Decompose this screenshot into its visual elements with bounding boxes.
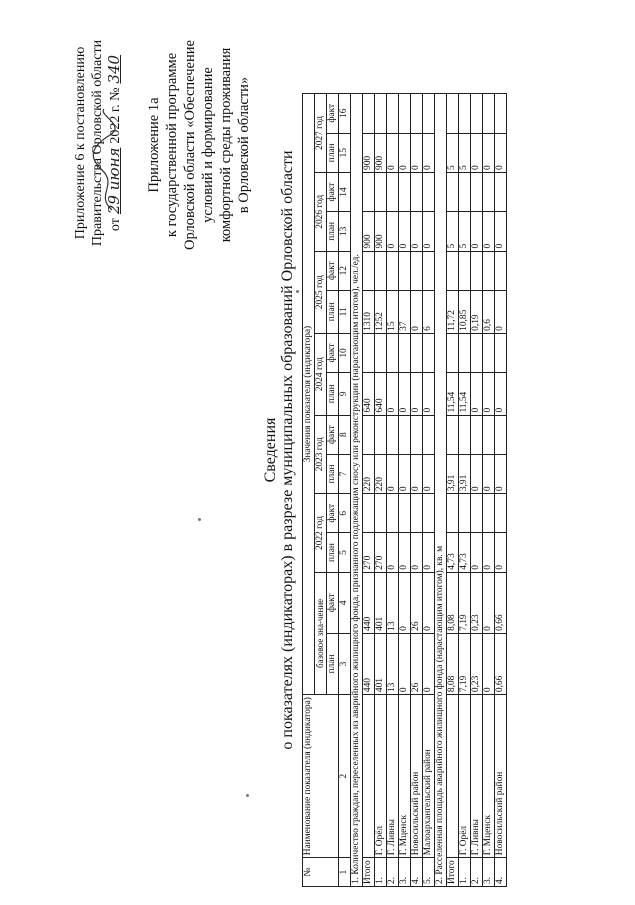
header-row-1 xyxy=(303,94,315,887)
annex-line-3: Орловской области «Обеспечение xyxy=(182,40,198,250)
value-cell: 900 xyxy=(375,133,387,172)
table-row xyxy=(375,94,387,887)
value-cell xyxy=(423,333,435,372)
row-name xyxy=(447,695,459,858)
value-cell: 0 xyxy=(423,533,435,572)
value-cell xyxy=(447,94,459,134)
value-cell: 0 xyxy=(495,212,507,251)
value-cell: 7,19 xyxy=(459,633,471,694)
document-title xyxy=(262,35,296,865)
value-cell: 37 xyxy=(399,290,411,333)
value-cell xyxy=(471,333,483,372)
value-cell: 640 xyxy=(363,373,375,415)
row-number: 3. xyxy=(399,858,411,887)
row-number: 4. xyxy=(411,858,423,887)
column-number: 7 xyxy=(339,454,351,493)
value-cell: 11,54 xyxy=(447,373,459,415)
table-row xyxy=(483,94,495,887)
value-cell xyxy=(423,251,435,290)
column-number: 2 xyxy=(339,695,351,858)
header-year-2027: 2027 год xyxy=(315,94,327,173)
annex-block xyxy=(145,5,253,285)
column-number: 16 xyxy=(339,94,351,134)
decree-line-1: Приложение 6 к постановлению xyxy=(73,46,88,240)
column-number: 6 xyxy=(339,494,351,533)
value-cell: 0 xyxy=(471,533,483,572)
value-cell: 0 xyxy=(483,373,495,415)
value-cell xyxy=(387,494,399,533)
row-name: Малоархангельский район xyxy=(423,695,435,858)
header-row-column-numbers xyxy=(339,94,351,887)
date-year: 2022 г. № xyxy=(108,87,123,144)
section-title: 2. Расселенная площадь аварийного жилищного фонда (нарастающим итогом), кв. м xyxy=(435,94,447,887)
value-cell: 0,6 xyxy=(483,290,495,333)
value-cell: 1252 xyxy=(375,290,387,333)
value-cell: 1310 xyxy=(363,290,375,333)
value-cell xyxy=(471,172,483,211)
value-cell xyxy=(471,94,483,134)
value-cell: 0,19 xyxy=(471,290,483,333)
value-cell xyxy=(483,494,495,533)
row-number: 2. xyxy=(471,858,483,887)
value-cell xyxy=(495,94,507,134)
value-cell xyxy=(483,94,495,134)
value-cell: 900 xyxy=(363,133,375,172)
header-plan: план xyxy=(327,373,339,415)
header-num: № xyxy=(303,858,339,887)
value-cell: 0,23 xyxy=(471,633,483,694)
value-cell xyxy=(471,494,483,533)
value-cell: 900 xyxy=(375,212,387,251)
value-cell: 8,08 xyxy=(447,633,459,694)
column-number: 9 xyxy=(339,373,351,415)
signature-mark xyxy=(90,105,120,215)
table-body xyxy=(303,94,507,887)
value-cell: 0 xyxy=(411,212,423,251)
table-row xyxy=(387,94,399,887)
value-cell: 0 xyxy=(495,133,507,172)
annex-line-4: условий и формирование xyxy=(200,67,216,223)
value-cell: 0 xyxy=(423,212,435,251)
value-cell xyxy=(399,94,411,134)
value-cell xyxy=(399,251,411,290)
row-number: Итого xyxy=(363,858,375,887)
row-number: 2. xyxy=(387,858,399,887)
value-cell xyxy=(459,251,471,290)
value-cell: 0 xyxy=(423,633,435,694)
value-cell: 0 xyxy=(411,373,423,415)
value-cell: 13 xyxy=(387,633,399,694)
scan-speck xyxy=(198,518,201,521)
header-fact: факт xyxy=(327,172,339,211)
row-name: Новосильский район xyxy=(411,695,423,858)
value-cell: 0,23 xyxy=(471,572,483,633)
value-cell xyxy=(423,494,435,533)
header-fact: факт xyxy=(327,494,339,533)
value-cell: 0 xyxy=(399,212,411,251)
header-plan: план xyxy=(327,633,339,694)
value-cell xyxy=(375,333,387,372)
value-cell xyxy=(495,251,507,290)
value-cell xyxy=(387,94,399,134)
value-cell: 0 xyxy=(495,373,507,415)
value-cell: 0 xyxy=(387,454,399,493)
column-number: 11 xyxy=(339,290,351,333)
table-row xyxy=(363,94,375,887)
value-cell: 0 xyxy=(471,454,483,493)
value-cell: 6 xyxy=(423,290,435,333)
value-cell xyxy=(363,251,375,290)
value-cell: 0 xyxy=(423,572,435,633)
date-prefix: от xyxy=(108,218,123,232)
annex-line-6: в Орловской области» xyxy=(236,76,252,214)
value-cell: 4,73 xyxy=(447,533,459,572)
row-number: 5. xyxy=(423,858,435,887)
value-cell: 3,91 xyxy=(459,454,471,493)
value-cell: 0 xyxy=(399,533,411,572)
header-year-2026: 2026 год xyxy=(315,172,327,251)
table-row xyxy=(459,94,471,887)
annex-line-2: к государственной программе xyxy=(164,52,180,238)
column-number: 4 xyxy=(339,572,351,633)
value-cell: 0 xyxy=(387,373,399,415)
value-cell: 0 xyxy=(423,373,435,415)
handwritten-number: 340 xyxy=(105,54,123,84)
value-cell xyxy=(459,415,471,454)
value-cell: 5 xyxy=(447,212,459,251)
value-cell xyxy=(411,94,423,134)
value-cell: 0 xyxy=(423,133,435,172)
scan-speck xyxy=(246,794,249,797)
header-year-2023: 2023 год xyxy=(315,415,327,494)
header-fact: факт xyxy=(327,572,339,633)
value-cell: 13 xyxy=(387,572,399,633)
value-cell xyxy=(459,333,471,372)
section-row xyxy=(435,94,447,887)
value-cell xyxy=(375,172,387,211)
value-cell xyxy=(363,172,375,211)
row-number: 1. xyxy=(459,858,471,887)
header-base: базовое зна-чение xyxy=(315,572,327,694)
value-cell: 0 xyxy=(483,454,495,493)
column-number: 5 xyxy=(339,533,351,572)
value-cell: 401 xyxy=(375,572,387,633)
column-number: 12 xyxy=(339,251,351,290)
row-number: 4. xyxy=(495,858,507,887)
row-number: 3. xyxy=(483,858,495,887)
value-cell xyxy=(387,415,399,454)
row-name: Г. Орёл xyxy=(375,695,387,858)
value-cell xyxy=(387,333,399,372)
value-cell xyxy=(471,415,483,454)
value-cell xyxy=(483,333,495,372)
value-cell xyxy=(411,415,423,454)
value-cell: 270 xyxy=(363,533,375,572)
value-cell: 440 xyxy=(363,633,375,694)
value-cell: 0 xyxy=(411,454,423,493)
value-cell xyxy=(459,494,471,533)
value-cell xyxy=(495,415,507,454)
value-cell: 0 xyxy=(411,133,423,172)
value-cell: 0 xyxy=(495,290,507,333)
value-cell: 0 xyxy=(411,533,423,572)
value-cell: 0 xyxy=(411,290,423,333)
table-row xyxy=(423,94,435,887)
value-cell xyxy=(447,172,459,211)
table-row xyxy=(471,94,483,887)
value-cell xyxy=(495,494,507,533)
row-number: 1. xyxy=(375,858,387,887)
value-cell: 5 xyxy=(459,212,471,251)
value-cell xyxy=(483,172,495,211)
value-cell xyxy=(375,494,387,533)
value-cell: 0 xyxy=(399,133,411,172)
value-cell: 0 xyxy=(399,572,411,633)
value-cell: 5 xyxy=(447,133,459,172)
value-cell xyxy=(399,415,411,454)
title-line-2: о показателях (индикаторах) в разрезе муниципальных образований Орловской области xyxy=(279,150,296,750)
value-cell: 5 xyxy=(459,133,471,172)
value-cell: 0 xyxy=(387,133,399,172)
value-cell: 0 xyxy=(387,212,399,251)
table-row xyxy=(411,94,423,887)
column-number: 13 xyxy=(339,212,351,251)
column-number: 14 xyxy=(339,172,351,211)
header-year-2022: 2022 год xyxy=(315,494,327,573)
scan-speck xyxy=(296,290,299,293)
value-cell: 0 xyxy=(471,212,483,251)
section-row xyxy=(351,94,363,887)
value-cell: 0,66 xyxy=(495,633,507,694)
value-cell: 0 xyxy=(471,133,483,172)
value-cell xyxy=(471,251,483,290)
value-cell xyxy=(375,415,387,454)
row-name: Г. Мценск xyxy=(483,695,495,858)
table-row xyxy=(447,94,459,887)
value-cell: 0 xyxy=(483,212,495,251)
value-cell: 0 xyxy=(495,454,507,493)
value-cell xyxy=(423,94,435,134)
value-cell: 11,72 xyxy=(447,290,459,333)
column-number: 10 xyxy=(339,333,351,372)
value-cell xyxy=(447,415,459,454)
value-cell xyxy=(375,251,387,290)
value-cell xyxy=(399,333,411,372)
value-cell: 0 xyxy=(399,373,411,415)
header-plan: план xyxy=(327,533,339,572)
value-cell xyxy=(423,172,435,211)
value-cell xyxy=(447,333,459,372)
value-cell: 7,19 xyxy=(459,572,471,633)
value-cell: 3,91 xyxy=(447,454,459,493)
value-cell: 0 xyxy=(483,572,495,633)
value-cell xyxy=(459,94,471,134)
title-line-1: Сведения xyxy=(262,417,279,483)
value-cell: 0 xyxy=(495,533,507,572)
value-cell: 220 xyxy=(363,454,375,493)
value-cell: 0 xyxy=(387,533,399,572)
value-cell: 26 xyxy=(411,633,423,694)
row-name: Г. Ливны xyxy=(387,695,399,858)
value-cell xyxy=(399,172,411,211)
value-cell: 0,66 xyxy=(495,572,507,633)
value-cell xyxy=(387,251,399,290)
value-cell: 0 xyxy=(423,454,435,493)
value-cell: 900 xyxy=(363,212,375,251)
header-plan: план xyxy=(327,212,339,251)
header-plan: план xyxy=(327,133,339,172)
value-cell: 11,54 xyxy=(459,373,471,415)
value-cell xyxy=(495,333,507,372)
decree-line-2: Правительства Орловской области xyxy=(90,39,105,247)
value-cell xyxy=(363,415,375,454)
annex-line-1: Приложение 1а xyxy=(146,97,162,193)
header-fact: факт xyxy=(327,251,339,290)
value-cell: 401 xyxy=(375,633,387,694)
column-number: 8 xyxy=(339,415,351,454)
value-cell xyxy=(411,172,423,211)
value-cell: 10,85 xyxy=(459,290,471,333)
table-row xyxy=(399,94,411,887)
value-cell: 0 xyxy=(483,633,495,694)
value-cell xyxy=(363,333,375,372)
header-name: Наименование показателя (индикатора) xyxy=(303,695,339,858)
handwritten-date: 29 июня xyxy=(105,147,123,215)
value-cell xyxy=(411,333,423,372)
row-number: Итого xyxy=(447,858,459,887)
header-values: Значения показателя (индикатора) xyxy=(303,94,315,695)
header-fact: факт xyxy=(327,94,339,134)
section-title: 1. Количество граждан, переселенных из аварийного жилищного фонда, признанного подлежащим сносу или реконструкции (нарастающим итогом), чел./ед. xyxy=(351,94,363,887)
value-cell xyxy=(483,415,495,454)
header-plan: план xyxy=(327,290,339,333)
value-cell: 220 xyxy=(375,454,387,493)
value-cell xyxy=(363,94,375,134)
header-fact: факт xyxy=(327,415,339,454)
value-cell: 0 xyxy=(483,133,495,172)
value-cell: 8,08 xyxy=(447,572,459,633)
header-plan: план xyxy=(327,454,339,493)
value-cell xyxy=(459,172,471,211)
value-cell: 26 xyxy=(411,572,423,633)
indicators-table xyxy=(302,93,507,887)
value-cell xyxy=(363,494,375,533)
value-cell: 15 xyxy=(387,290,399,333)
row-name: Г. Орёл xyxy=(459,695,471,858)
value-cell xyxy=(411,251,423,290)
value-cell: 4,73 xyxy=(459,533,471,572)
value-cell xyxy=(447,494,459,533)
header-fact: факт xyxy=(327,333,339,372)
value-cell: 0 xyxy=(399,633,411,694)
row-name: Г. Ливны xyxy=(471,695,483,858)
value-cell xyxy=(399,494,411,533)
column-number: 15 xyxy=(339,133,351,172)
row-name xyxy=(363,695,375,858)
value-cell: 270 xyxy=(375,533,387,572)
value-cell xyxy=(411,494,423,533)
header-year-2025: 2025 год xyxy=(315,251,327,333)
annex-line-5: комфортной среды проживания xyxy=(218,47,234,243)
value-cell xyxy=(483,251,495,290)
table-row xyxy=(495,94,507,887)
value-cell: 640 xyxy=(375,373,387,415)
value-cell: 0 xyxy=(399,454,411,493)
row-name: Новосильский район xyxy=(495,695,507,858)
value-cell xyxy=(495,172,507,211)
value-cell xyxy=(387,172,399,211)
value-cell xyxy=(447,251,459,290)
value-cell: 0 xyxy=(471,373,483,415)
column-number: 3 xyxy=(339,633,351,694)
value-cell xyxy=(423,415,435,454)
column-number: 1 xyxy=(339,858,351,887)
value-cell: 0 xyxy=(483,533,495,572)
row-name: Г. Мценск xyxy=(399,695,411,858)
header-year-2024: 2024 год xyxy=(315,333,327,415)
value-cell: 440 xyxy=(363,572,375,633)
value-cell xyxy=(375,94,387,134)
